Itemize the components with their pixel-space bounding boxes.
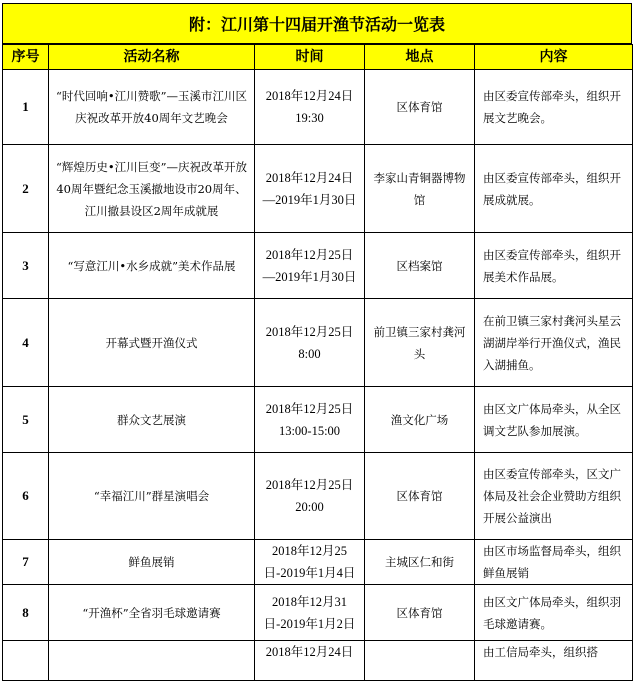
- row-num: 2: [3, 145, 49, 233]
- table-row: [3, 233, 633, 299]
- row-num: 5: [3, 387, 49, 453]
- activity-place: 渔文化广场: [365, 387, 475, 453]
- activity-content: 由区委宣传部牵头，组织开展美术作品展。: [475, 233, 633, 299]
- table-row: [3, 641, 633, 681]
- activity-time: 2018年12月24日: [255, 641, 365, 681]
- activity-time: 2018年12月31日-2019年1月2日: [255, 585, 365, 641]
- activity-time: 2018年12月24日—2019年1月30日: [255, 145, 365, 233]
- activity-content: 由区委宣传部牵头，区文广体局及社会企业赞助方组织开展公益演出: [475, 453, 633, 540]
- col-header-time: 时间: [255, 45, 365, 70]
- activity-place: 主城区仁和街: [365, 540, 475, 585]
- col-header-content: 内容: [475, 45, 633, 70]
- activity-place: 区体育馆: [365, 453, 475, 540]
- activity-place: 李家山青铜器博物馆: [365, 145, 475, 233]
- activity-name: 群众文艺展演: [49, 387, 255, 453]
- activity-time: 2018年12月24日19:30: [255, 70, 365, 145]
- activity-place: 前卫镇三家村龚河头: [365, 299, 475, 387]
- activity-content: 由区文广体局牵头，从全区调文艺队参加展演。: [475, 387, 633, 453]
- activity-time: 2018年12月25日20:00: [255, 453, 365, 540]
- activity-content: 由区文广体局牵头，组织羽毛球邀请赛。: [475, 585, 633, 641]
- activity-time: 2018年12月25日—2019年1月30日: [255, 233, 365, 299]
- activity-table: [2, 44, 633, 681]
- activity-content: 由区市场监督局牵头，组织鲜鱼展销: [475, 540, 633, 585]
- activity-place: 区档案馆: [365, 233, 475, 299]
- activity-content: 由区委宣传部牵头，组织开展成就展。: [475, 145, 633, 233]
- activity-name: [49, 641, 255, 681]
- table-row: [3, 145, 633, 233]
- activity-content: 由区委宣传部牵头，组织开展文艺晚会。: [475, 70, 633, 145]
- table-row: [3, 387, 633, 453]
- activity-time: 2018年12月25日-2019年1月4日: [255, 540, 365, 585]
- row-num: 6: [3, 453, 49, 540]
- row-num: 3: [3, 233, 49, 299]
- activity-name: 开幕式暨开渔仪式: [49, 299, 255, 387]
- activity-name: “辉煌历史•江川巨变”—庆祝改革开放40周年暨纪念玉溪撤地设市20周年、江川撤县设区2周年成就展: [49, 145, 255, 233]
- row-num: [3, 641, 49, 681]
- row-num: 4: [3, 299, 49, 387]
- activity-place: 区体育馆: [365, 70, 475, 145]
- col-header-name: 活动名称: [49, 45, 255, 70]
- row-num: 8: [3, 585, 49, 641]
- table-row: [3, 585, 633, 641]
- table-row: [3, 299, 633, 387]
- activity-time: 2018年12月25日13:00-15:00: [255, 387, 365, 453]
- activity-name: “幸福江川”群星演唱会: [49, 453, 255, 540]
- table-row: [3, 540, 633, 585]
- activity-place: [365, 641, 475, 681]
- col-header-num: 序号: [3, 45, 49, 70]
- activity-name: “写意江川•水乡成就”美术作品展: [49, 233, 255, 299]
- row-num: 1: [3, 70, 49, 145]
- activity-place: 区体育馆: [365, 585, 475, 641]
- activity-time: 2018年12月25日8:00: [255, 299, 365, 387]
- table-row: [3, 70, 633, 145]
- table-row: [3, 453, 633, 540]
- activity-content: 在前卫镇三家村龚河头星云湖湖岸举行开渔仪式，渔民入湖捕鱼。: [475, 299, 633, 387]
- header-row: [3, 45, 633, 70]
- activity-content: 由工信局牵头，组织搭: [475, 641, 633, 681]
- col-header-place: 地点: [365, 45, 475, 70]
- activity-name: “开渔杯”全省羽毛球邀请赛: [49, 585, 255, 641]
- activity-name: “时代回响•江川赞歌”—玉溪市江川区庆祝改革开放40周年文艺晚会: [49, 70, 255, 145]
- table-title: 附：江川第十四届开渔节活动一览表: [2, 3, 632, 44]
- row-num: 7: [3, 540, 49, 585]
- activity-name: 鲜鱼展销: [49, 540, 255, 585]
